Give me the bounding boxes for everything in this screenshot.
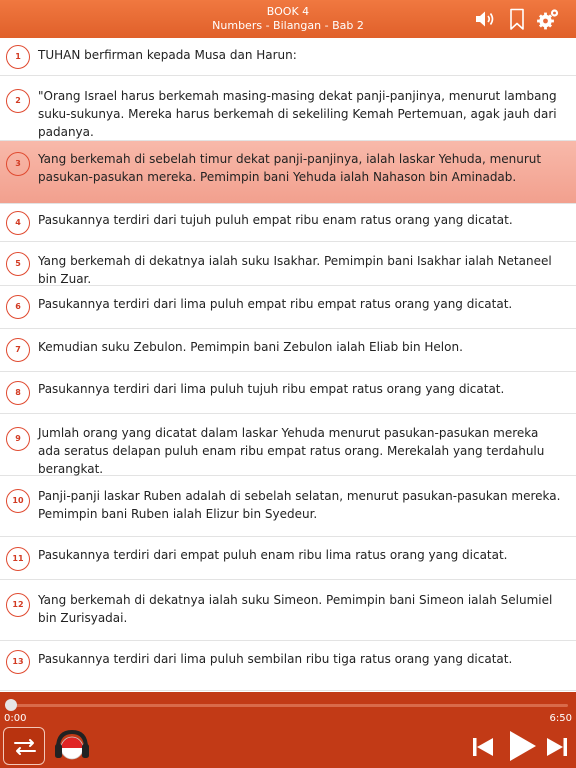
verse-text: Panji-panji laskar Ruben adalah di sebelah selatan, menurut pasukan-pasukan mereka. Pemimpin bani Ruben ialah Elizur bin Syedeur. (38, 489, 561, 521)
verse-number: 12 (6, 593, 30, 617)
verse-text: Pasukannya terdiri dari empat puluh enam ribu lima ratus orang yang dicatat. (38, 548, 508, 562)
verse-number: 2 (6, 89, 30, 113)
verse-number: 11 (6, 547, 30, 571)
verse-number: 9 (6, 427, 30, 451)
verse-number: 8 (6, 381, 30, 405)
verse-text: Pasukannya terdiri dari lima puluh tujuh ribu empat ratus orang yang dicatat. (38, 382, 505, 396)
verse-row-9[interactable] (0, 414, 576, 476)
verse-row-11[interactable] (0, 537, 576, 580)
audio-player (0, 692, 576, 768)
verse-row-12[interactable] (0, 580, 576, 641)
previous-button[interactable] (472, 736, 494, 758)
verse-row-3-selected[interactable] (0, 141, 576, 204)
verse-row-5[interactable] (0, 242, 576, 286)
previous-icon (472, 736, 494, 758)
verse-list[interactable] (0, 38, 576, 692)
verse-number: 10 (6, 489, 30, 513)
verse-text: Pasukannya terdiri dari lima puluh sembilan ribu tiga ratus orang yang dicatat. (38, 652, 513, 666)
total-time: 6:50 (549, 713, 572, 724)
next-icon (546, 736, 568, 758)
verse-number: 1 (6, 45, 30, 69)
bookmark-icon[interactable] (505, 7, 529, 31)
verse-number: 4 (6, 211, 30, 235)
verse-row-2[interactable] (0, 76, 576, 141)
verse-row-10[interactable] (0, 476, 576, 537)
verse-row-7[interactable] (0, 329, 576, 372)
verse-text: Kemudian suku Zebulon. Pemimpin bani Zebulon ialah Eliab bin Helon. (38, 340, 463, 354)
progress-track[interactable] (12, 704, 568, 707)
verse-text: TUHAN berfirman kepada Musa dan Harun: (38, 48, 297, 62)
current-time: 0:00 (4, 713, 27, 724)
speaker-icon[interactable] (473, 7, 497, 31)
play-icon (506, 729, 538, 763)
header-bar (0, 0, 576, 38)
repeat-button[interactable] (3, 727, 45, 765)
play-button[interactable] (506, 729, 538, 763)
chapter-title: Numbers - Bilangan - Bab 2 (212, 19, 364, 32)
verse-text: Yang berkemah di dekatnya ialah suku Simeon. Pemimpin bani Simeon ialah Selumiel bin Zurisyadai. (38, 593, 553, 625)
verse-number: 3 (6, 152, 30, 176)
verse-number: 7 (6, 338, 30, 362)
verse-row-13[interactable] (0, 641, 576, 691)
verse-row-4[interactable] (0, 204, 576, 242)
repeat-icon (4, 728, 46, 766)
verse-number: 5 (6, 252, 30, 276)
verse-number: 13 (6, 650, 30, 674)
verse-row-6[interactable] (0, 286, 576, 329)
verse-text: Jumlah orang yang dicatat dalam laskar Yehuda menurut pasukan-pasukan mereka ada seratus delapan puluh enam ribu empat ratus orang. Merekalah yang terdahulu berangkat. (38, 426, 545, 476)
verse-row-8[interactable] (0, 372, 576, 414)
next-button[interactable] (546, 736, 568, 758)
verse-row-1[interactable] (0, 38, 576, 76)
verse-text: Pasukannya terdiri dari tujuh puluh empat ribu enam ratus orang yang dicatat. (38, 213, 513, 227)
book-title: BOOK 4 (266, 5, 310, 18)
headphones-flag-icon (52, 726, 92, 766)
verse-text: "Orang Israel harus berkemah masing-masing dekat panji-panjinya, menurut lambang suku-sukunya. Mereka harus berkemah di sekeliling Kemah Pertemuan, agak jauh dari padanya. (38, 89, 557, 139)
gear-icon[interactable] (536, 7, 560, 31)
verse-text: Yang berkemah di dekatnya ialah suku Isakhar. Pemimpin bani Isakhar ialah Netaneel bin Zuar. (38, 254, 552, 286)
language-button[interactable] (52, 726, 92, 766)
verse-text: Pasukannya terdiri dari lima puluh empat ribu empat ratus orang yang dicatat. (38, 297, 513, 311)
verse-number: 6 (6, 295, 30, 319)
progress-knob[interactable] (5, 699, 17, 711)
verse-text: Yang berkemah di sebelah timur dekat panji-panjinya, ialah laskar Yehuda, menurut pasukan-pasukan mereka. Pemimpin bani Yehuda ialah Nahason bin Aminadab. (38, 152, 542, 184)
